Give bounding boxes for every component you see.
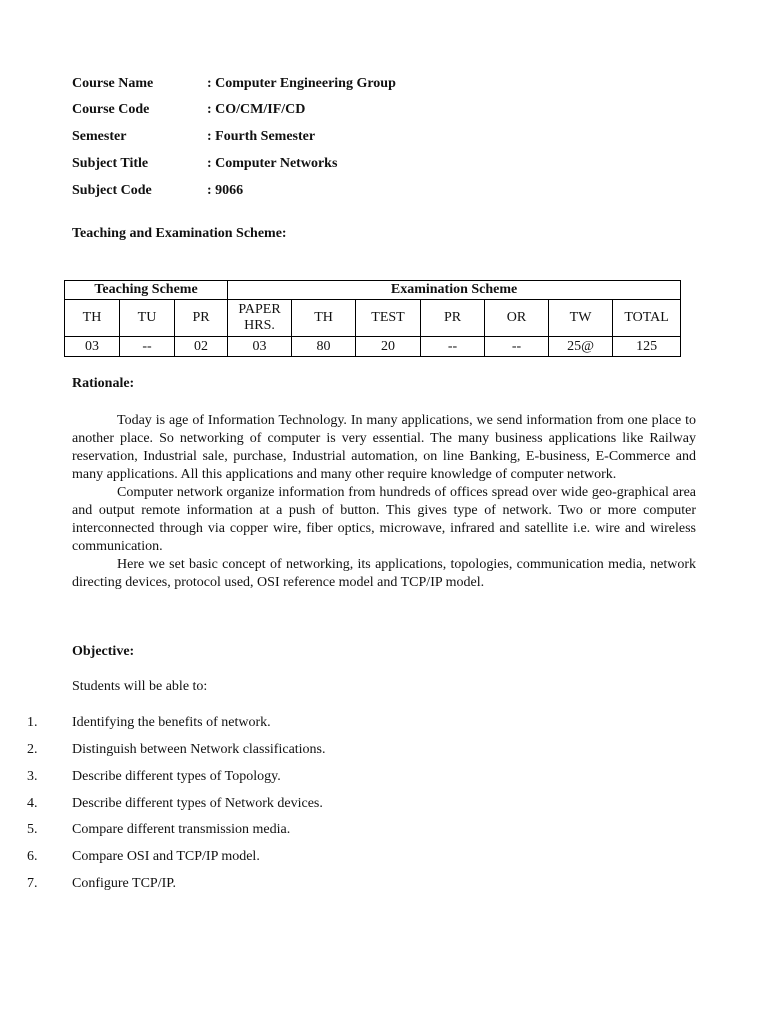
rationale-paragraph: Today is age of Information Technology. In many applications, we send information from one place to another place. So networking of computer is very essential. The many business applications like Railway reservation, Industrial sale, purchase, Industrial automation, on line Banking, E-business, E-Commerce and many applications. All this applications and many other require knowledge of computer network. xyxy=(72,413,696,482)
list-text: Distinguish between Network classifications. xyxy=(72,742,326,757)
column-header: TH xyxy=(292,300,356,337)
list-text: Identifying the benefits of network. xyxy=(72,715,271,730)
column-header: TOTAL xyxy=(613,300,681,337)
table-cell: -- xyxy=(120,337,175,357)
rationale-paragraph: Here we set basic concept of networking, its applications, topologies, communication media, network directing devices, protocol used, OSI reference model and TCP/IP model. xyxy=(72,557,696,590)
subject-title-value: : Computer Networks xyxy=(207,156,338,171)
list-text: Describe different types of Network devices. xyxy=(72,796,323,811)
scheme-table xyxy=(64,280,681,357)
column-header: TEST xyxy=(356,300,421,337)
subject-title-label: Subject Title xyxy=(72,156,149,171)
objective-heading: Objective: xyxy=(72,644,135,659)
table-cell: 02 xyxy=(175,337,228,357)
table-cell: -- xyxy=(485,337,549,357)
semester-value: : Fourth Semester xyxy=(207,129,316,144)
scheme-heading: Teaching and Examination Scheme: xyxy=(72,226,287,241)
column-header: TH xyxy=(65,300,120,337)
list-text: Compare different transmission media. xyxy=(72,822,291,837)
list-number: 5. xyxy=(27,822,38,837)
column-header: PAPER HRS. xyxy=(228,300,292,337)
list-number: 4. xyxy=(27,796,38,811)
table-cell: -- xyxy=(421,337,485,357)
course-name-value: : Computer Engineering Group xyxy=(207,76,396,91)
list-text: Describe different types of Topology. xyxy=(72,769,281,784)
column-header: TU xyxy=(120,300,175,337)
table-cell: 03 xyxy=(228,337,292,357)
course-code-label: Course Code xyxy=(72,102,150,117)
column-header: PR xyxy=(421,300,485,337)
table-cell: 20 xyxy=(356,337,421,357)
semester-label: Semester xyxy=(72,129,127,144)
teaching-scheme-header: Teaching Scheme xyxy=(65,281,228,300)
column-header: OR xyxy=(485,300,549,337)
examination-scheme-header: Examination Scheme xyxy=(228,281,681,300)
subject-code-value: : 9066 xyxy=(207,183,244,198)
list-number: 6. xyxy=(27,849,38,864)
course-name-label: Course Name xyxy=(72,76,154,91)
list-text: Compare OSI and TCP/IP model. xyxy=(72,849,260,864)
column-header: TW xyxy=(549,300,613,337)
list-text: Configure TCP/IP. xyxy=(72,876,176,891)
column-header: PR xyxy=(175,300,228,337)
rationale-heading: Rationale: xyxy=(72,376,135,391)
list-number: 1. xyxy=(27,715,38,730)
rationale-paragraph: Computer network organize information from hundreds of offices spread over wide geo-graphical area and output remote information at a push of button. This gives type of network. Two or more computer interconnected through via copper wire, fiber optics, microwave, infrared and satellite i.e. wire and wireless communication. xyxy=(72,485,696,554)
list-number: 3. xyxy=(27,769,38,784)
rationale-body xyxy=(72,412,696,592)
table-cell: 03 xyxy=(65,337,120,357)
list-number: 2. xyxy=(27,742,38,757)
list-number: 7. xyxy=(27,876,38,891)
table-cell: 80 xyxy=(292,337,356,357)
subject-code-label: Subject Code xyxy=(72,183,152,198)
course-code-value: : CO/CM/IF/CD xyxy=(207,102,306,117)
objective-intro: Students will be able to: xyxy=(72,679,208,694)
table-cell: 25@ xyxy=(549,337,613,357)
table-cell: 125 xyxy=(613,337,681,357)
